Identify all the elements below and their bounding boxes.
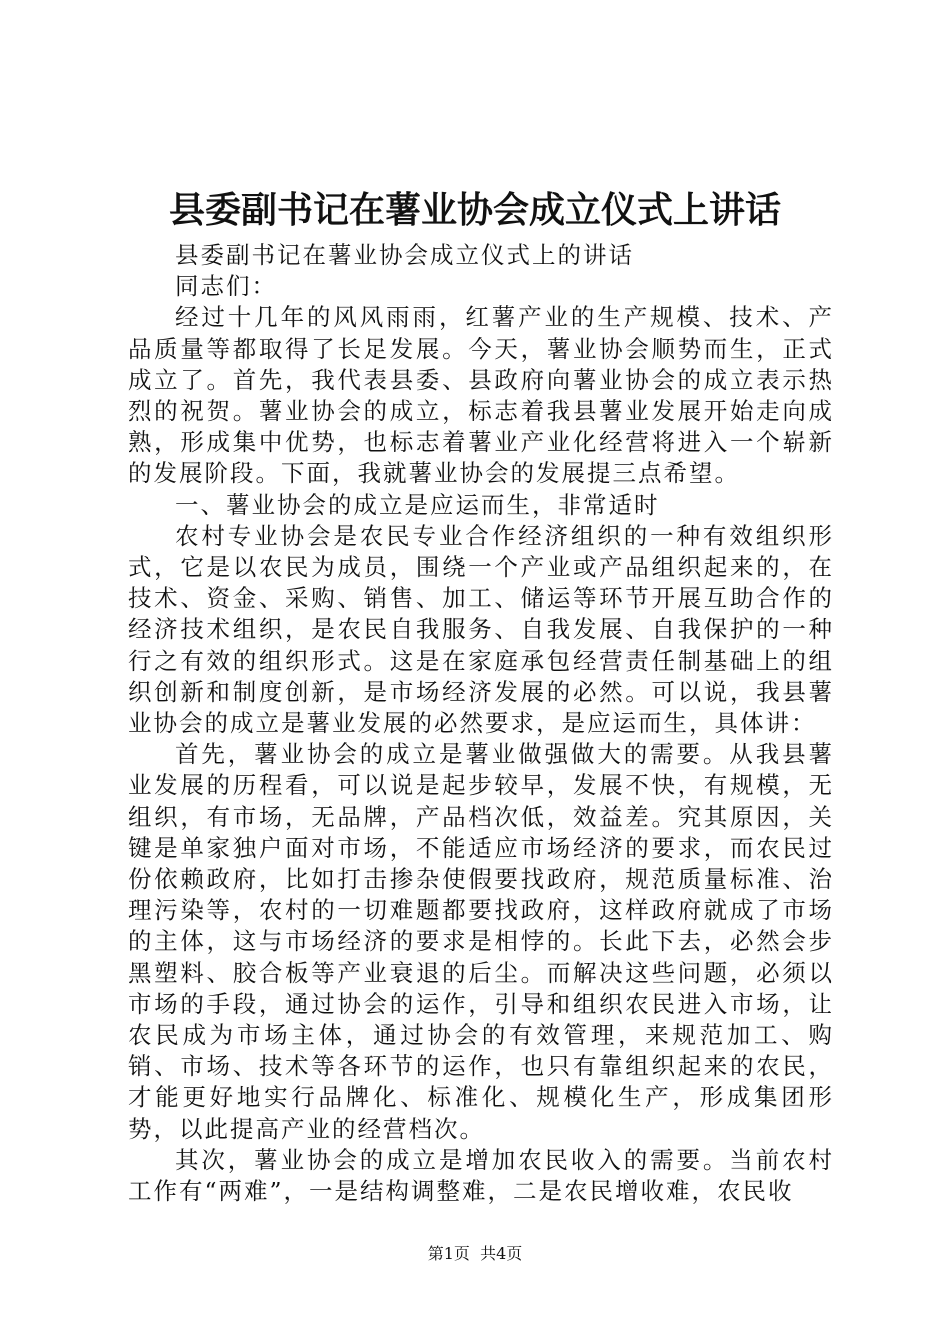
document-body — [128, 240, 834, 1207]
subtitle-paragraph: 县委副书记在薯业协会成立仪式上的讲话 — [175, 241, 634, 269]
salutation-paragraph: 同志们： — [175, 272, 277, 301]
document-title: 县委副书记在薯业协会成立仪式上讲话 — [168, 189, 781, 231]
body-paragraph: 农村专业协会是农民专业合作经济组织的一种有效组织形式，它是以农民为成员，围绕一个产业或产品组织起来的，在技术、资金、采购、销售、加工、储运等环节开展互助合作的经济技术组织，是农民自我服务、自我发展、自我保护的一种行之有效的组织形式。这是在家庭承包经营责任制基础上的组织创新和制度创新，是市场经济发展的必然。可以说，我县薯业协会的成立是薯业发展的必然要求，是应运而生，具体讲： — [128, 521, 834, 738]
body-paragraph: 经过十几年的风风雨雨，红薯产业的生产规模、技术、产品质量等都取得了长足发展。今天，薯业协会顺势而生，正式成立了。首先，我代表县委、县政府向薯业协会的成立表示热烈的祝贺。薯业协会的成立，标志着我县薯业发展开始走向成熟，形成集中优势，也标志着薯业产业化经营将进入一个崭新的发展阶段。下面，我就薯业协会的发展提三点希望。 — [128, 303, 834, 488]
body-paragraph: 其次，薯业协会的成立是增加农民收入的需要。当前农村工作有“两难”，一是结构调整难，二是农民增收难，农民收 — [128, 1145, 834, 1206]
section-heading: 一、薯业协会的成立是应运而生，非常适时 — [175, 490, 660, 519]
page-footer: 第1页 共4页 — [427, 1244, 523, 1263]
body-paragraph: 首先，薯业协会的成立是薯业做强做大的需要。从我县薯业发展的历程看，可以说是起步较早，发展不快，有规模，无组织，有市场，无品牌，产品档次低，效益差。究其原因，关键是单家独户面对市场，不能适应市场经济的要求，而农民过份依赖政府，比如打击掺杂使假要找政府，规范质量标准、治理污染等，农村的一切难题都要找政府，这样政府就成了市场的主体，这与市场经济的要求是相悖的。长此下去，必然会步黑塑料、胶合板等产业衰退的后尘。而解决这些问题，必须以市场的手段，通过协会的运作，引导和组织农民进入市场，让农民成为市场主体，通过协会的有效管理，来规范加工、购销、市场、技术等各环节的运作，也只有靠组织起来的农民，才能更好地实行品牌化、标准化、规模化生产，形成集团形势，以此提高产业的经营档次。 — [128, 740, 834, 1143]
